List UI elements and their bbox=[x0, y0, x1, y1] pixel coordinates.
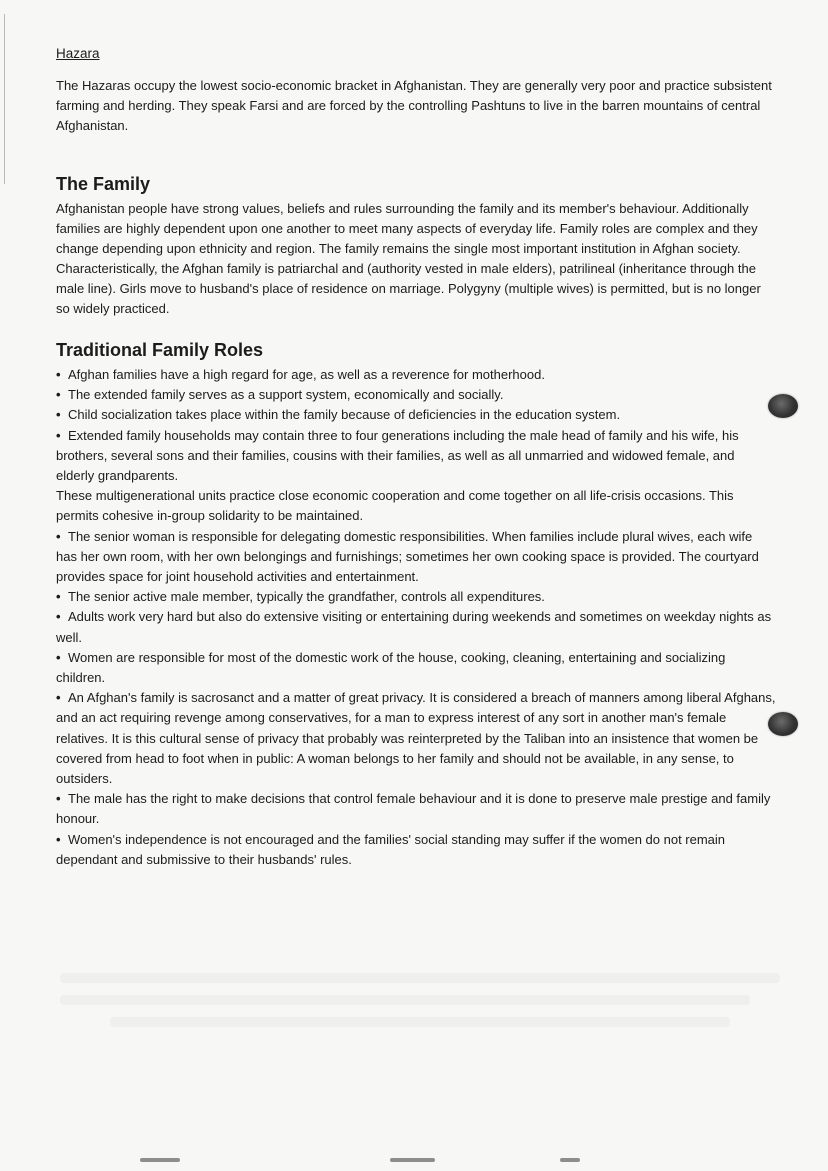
bullet-icon: • bbox=[56, 407, 61, 423]
list-item: • The extended family serves as a support system, economically and socially. bbox=[56, 385, 776, 405]
bullet-icon: • bbox=[56, 831, 61, 847]
list-item: • Women's independence is not encouraged and the families' social standing may suffer if the women do not remain dependant and submissive to their husbands' rules. bbox=[56, 831, 726, 867]
binding-line bbox=[4, 14, 5, 184]
list-item: • The male has the right to make decisions that control female behaviour and it is done to preserve male prestige and family honour. bbox=[56, 791, 771, 827]
roles-list bbox=[56, 365, 776, 870]
document-page bbox=[56, 46, 776, 870]
list-item: • Extended family households may contain three to four generations including the male head of family and his wife, his brothers, several sons and their families, cousins with their families, as well as all unmarried and widowed female, and elderly grandparents. bbox=[56, 427, 739, 484]
bullet-icon: • bbox=[56, 589, 61, 605]
punch-hole-icon bbox=[768, 394, 798, 418]
family-heading: The Family bbox=[56, 174, 151, 194]
bullet-icon: • bbox=[56, 690, 61, 706]
bleed-through-smudge bbox=[60, 973, 780, 983]
bleed-through-smudge bbox=[110, 1017, 730, 1027]
edge-mark bbox=[560, 1158, 580, 1162]
hazara-heading: Hazara bbox=[56, 46, 100, 61]
punch-hole-icon bbox=[768, 712, 798, 736]
bullet-icon: • bbox=[56, 528, 61, 544]
list-item: • Child socialization takes place within the family because of deficiencies in the education system. bbox=[56, 405, 776, 425]
roles-heading: Traditional Family Roles bbox=[56, 340, 264, 360]
bullet-icon: • bbox=[56, 367, 61, 382]
list-item: • The senior woman is responsible for delegating domestic responsibilities. When families include plural wives, each wife has her own room, with her own belongings and furnishings; sometimes her own cooking space is provided. The courtyard provides space for joint household activities and entertainment. bbox=[56, 528, 759, 585]
list-item: • Adults work very hard but also do extensive visiting or entertaining during weekends and sometimes on weekday nights as well. bbox=[56, 609, 772, 645]
bullet-icon: • bbox=[56, 427, 61, 443]
bullet-icon: • bbox=[56, 649, 61, 665]
bottom-edge-marks bbox=[140, 1158, 600, 1164]
bullet-icon: • bbox=[56, 609, 61, 625]
list-item: • An Afghan's family is sacrosanct and a matter of great privacy. It is considered a breach of manners among liberal Afghans, and an act requiring revenge among conservatives, for a man to express interest of any sort in another man's female relatives. It is this cultural sense of privacy that probably was reinterpreted by the Taliban into an insistence that women be covered from head to foot when in public: A woman belongs to her family and should not be available, in any sense, to outsiders. bbox=[56, 690, 776, 787]
edge-mark bbox=[140, 1158, 180, 1162]
list-item: • The senior active male member, typically the grandfather, controls all expenditures. bbox=[56, 587, 776, 607]
bleed-through-smudge bbox=[60, 995, 750, 1005]
list-item: • Afghan families have a high regard for age, as well as a reverence for motherhood. bbox=[56, 365, 776, 385]
list-item-continuation: These multigenerational units practice close economic cooperation and come together on all life-crisis occasions. This permits cohesive in-group solidarity to be maintained. bbox=[56, 488, 734, 524]
bullet-icon: • bbox=[56, 387, 61, 403]
list-item: • Women are responsible for most of the domestic work of the house, cooking, cleaning, entertaining and socializing children. bbox=[56, 649, 726, 686]
edge-mark bbox=[390, 1158, 435, 1162]
family-paragraph: Afghanistan people have strong values, beliefs and rules surrounding the family and its member's behaviour. Additionally families are highly dependent upon one another to meet many aspects of everyday life. Family roles are complex and they change depending upon ethnicity and region. The family remains the single most important institution in Afghan society. Characteristically, the Afghan family is patriarchal and (authority vested in male elders), patrilineal (inheritance through the male line). Girls move to husband's place of residence on marriage. Polygyny (multiple wives) is permitted, but is no longer so widely practiced. bbox=[56, 201, 761, 316]
hazara-paragraph: The Hazaras occupy the lowest socio-economic bracket in Afghanistan. They are generally very poor and practice subsistent farming and herding. They speak Farsi and are forced by the controlling Pashtuns to live in the barren mountains of central Afghanistan. bbox=[56, 78, 772, 133]
bullet-icon: • bbox=[56, 791, 61, 807]
